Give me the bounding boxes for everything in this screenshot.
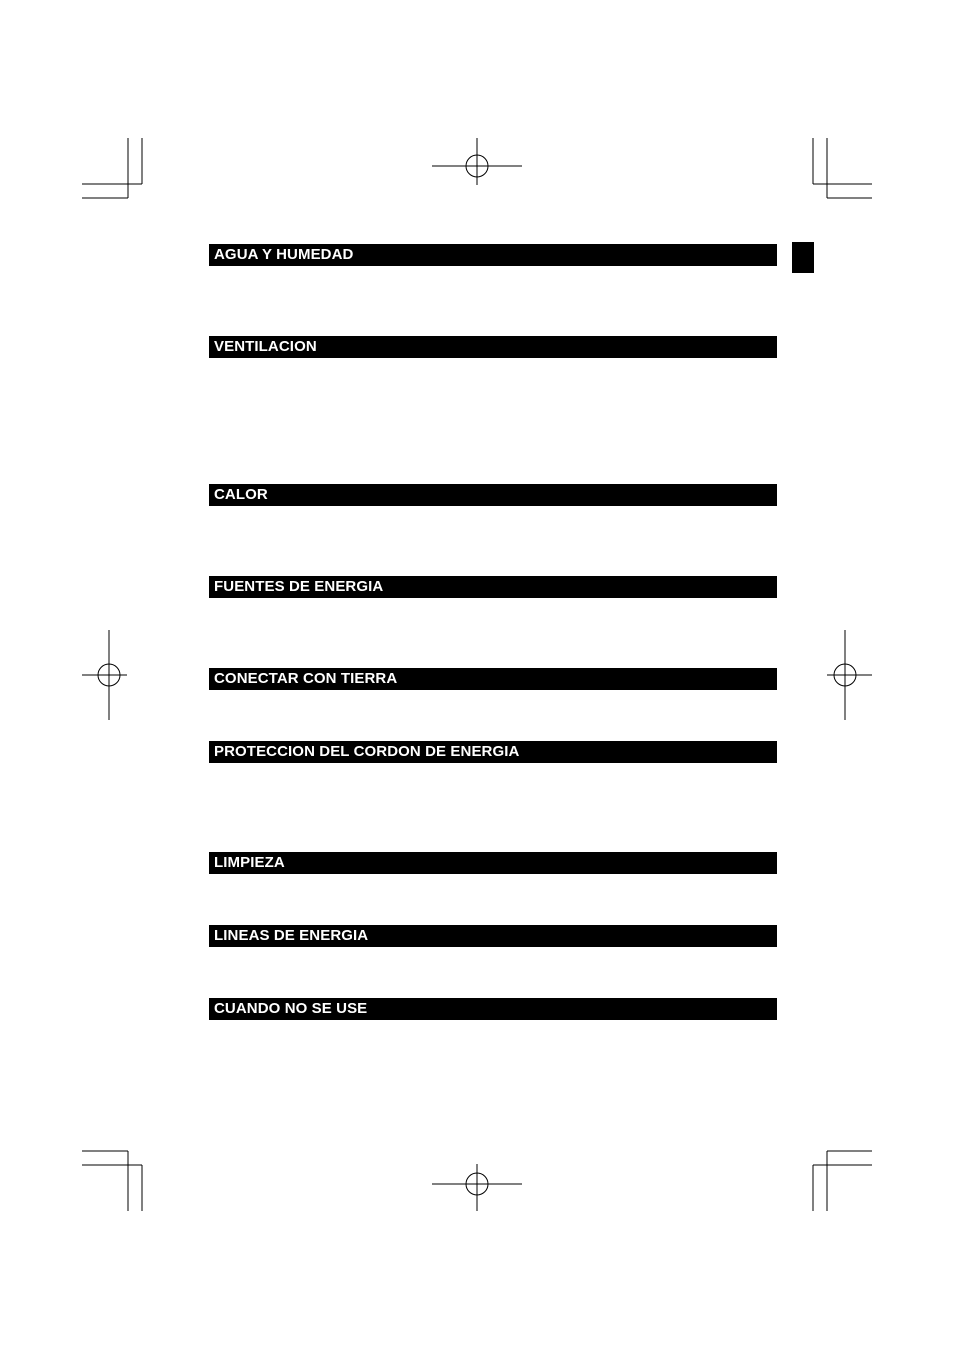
section-header-fuentes-de-energia: [209, 576, 777, 598]
registration-mark-top: [432, 138, 522, 185]
section-header-ventilacion: [209, 336, 777, 358]
section-header-limpieza: [209, 852, 777, 874]
crop-mark-top-left: [82, 138, 142, 198]
section-title: LIMPIEZA: [214, 854, 285, 871]
section-title: FUENTES DE ENERGIA: [214, 578, 384, 595]
crop-mark-bottom-left: [82, 1151, 142, 1211]
section-header-conectar-con-tierra: [209, 668, 777, 690]
section-title: CUANDO NO SE USE: [214, 1000, 368, 1017]
section-title: LINEAS DE ENERGIA: [214, 927, 369, 944]
language-tab-marker: [792, 242, 814, 273]
crop-mark-bottom-right: [813, 1151, 872, 1211]
section-header-lineas-de-energia: [209, 925, 777, 947]
section-title: CALOR: [214, 486, 268, 503]
section-title: CONECTAR CON TIERRA: [214, 670, 398, 687]
section-title: VENTILACION: [214, 338, 317, 355]
registration-mark-right: [827, 630, 872, 720]
section-header-agua: [209, 244, 777, 266]
section-header-calor: [209, 484, 777, 506]
crop-mark-top-right: [813, 138, 872, 198]
section-header-cuando-no-se-use: [209, 998, 777, 1020]
section-title: PROTECCION DEL CORDON DE ENERGIA: [214, 743, 520, 760]
registration-mark-left: [82, 630, 127, 720]
section-header-proteccion-cordon: [209, 741, 777, 763]
section-title: AGUA Y HUMEDAD: [214, 246, 354, 263]
registration-mark-bottom: [432, 1164, 522, 1211]
